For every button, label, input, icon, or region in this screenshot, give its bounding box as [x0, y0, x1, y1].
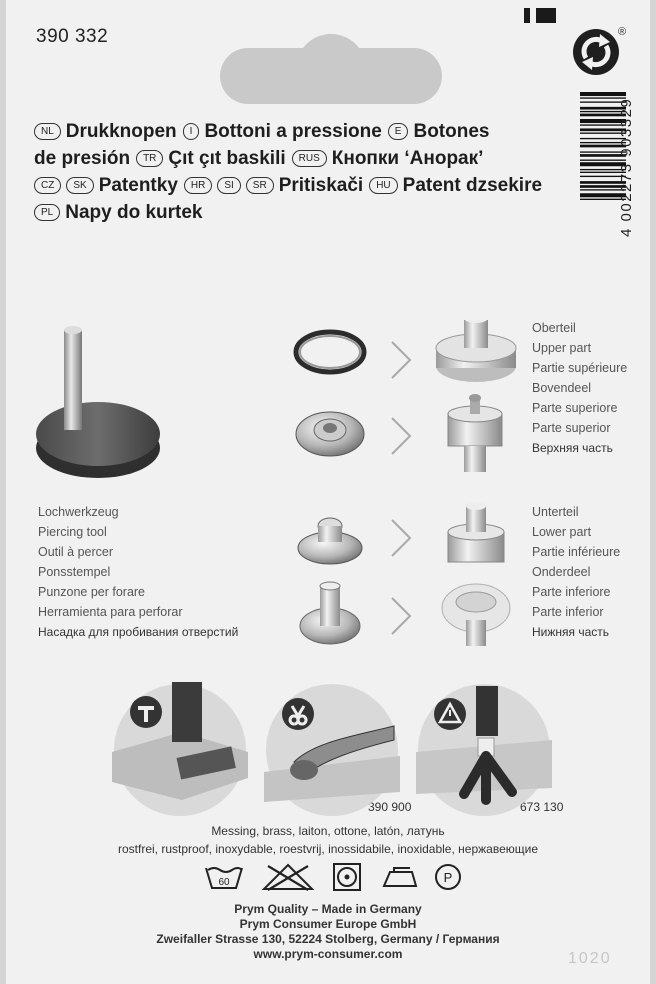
part-label: Lochwerkzeug — [38, 505, 119, 519]
tumble-dry-icon — [332, 862, 362, 892]
card-edge-right — [650, 0, 656, 984]
language-code: CZ — [34, 177, 61, 194]
part-label: Piercing tool — [38, 525, 107, 539]
tool-code-stand: 673 130 — [520, 800, 564, 814]
ghost-number: 1020 — [568, 950, 612, 967]
dryclean-letter: P — [443, 870, 453, 885]
product-name: Patentky — [98, 174, 178, 196]
hammer-usage-image — [112, 682, 248, 818]
materials: Messing, brass, laiton, ottone, latón, латунь — [211, 824, 445, 838]
product-names — [34, 118, 574, 226]
company-address: Zweifaller Strasse 130, 52224 Stolberg, Germany / Германия — [156, 932, 500, 946]
product-name: Çıt çıt baskili — [168, 147, 286, 169]
part-label: Partie inférieure — [532, 545, 621, 559]
language-code: NL — [34, 123, 61, 140]
recycle-icon — [572, 28, 620, 76]
product-name-line — [34, 199, 574, 226]
part-label: Upper part — [532, 341, 592, 355]
product-name: Кнопки ‘Анорак’ — [331, 147, 484, 169]
part-label: Lower part — [532, 525, 592, 539]
iron-icon — [380, 864, 420, 892]
language-code: SI — [217, 177, 240, 194]
part-label: Bovendeel — [532, 381, 592, 395]
hang-hole — [220, 48, 442, 104]
part-label: Punzone per forare — [38, 585, 146, 599]
stand-usage-image — [416, 682, 552, 818]
dryclean-p-icon — [434, 863, 464, 893]
language-code: HU — [369, 177, 397, 194]
part-label: Parte inferior — [532, 605, 604, 619]
product-name-line — [34, 145, 574, 172]
part-label: Нижняя часть — [532, 625, 610, 639]
packaging-card — [6, 0, 650, 984]
tool-code-pliers: 390 900 — [368, 800, 412, 814]
part-label: Unterteil — [532, 505, 579, 519]
product-name-line — [34, 118, 574, 145]
wash-60-icon — [204, 862, 244, 892]
product-name: Pritiskači — [278, 174, 364, 196]
part-label: Parte inferiore — [532, 585, 611, 599]
language-code: E — [388, 123, 409, 140]
part-label: Oberteil — [532, 321, 576, 335]
part-label: Parte superiore — [532, 401, 618, 415]
piercing-tool-labels — [38, 502, 238, 642]
language-code: SR — [246, 177, 274, 194]
part-label: Onderdeel — [532, 565, 591, 579]
barcode-digits: 4 002273 903329 — [618, 98, 635, 238]
language-code: HR — [184, 177, 212, 194]
product-name-line — [34, 172, 574, 199]
article-number: 390 332 — [36, 26, 109, 47]
care-symbols — [204, 862, 504, 892]
no-bleach-icon — [262, 862, 314, 892]
product-name: Drukknopen — [65, 120, 177, 142]
part-label: Outil à percer — [38, 545, 114, 559]
product-name: de presión — [34, 147, 131, 169]
registered-mark: ® — [618, 26, 627, 38]
product-name: Bottoni a pressione — [204, 120, 382, 142]
part-label: Parte superior — [532, 421, 611, 435]
parts-illustration — [286, 320, 586, 670]
company-line-2: Prym Consumer Europe GmbH — [239, 917, 417, 931]
part-label: Верхняя часть — [532, 441, 613, 455]
product-name: Patent dzsekire — [402, 174, 543, 196]
language-code: I — [183, 123, 200, 140]
wash-temperature: 60 — [218, 877, 230, 888]
part-label: Partie supérieure — [532, 361, 628, 375]
language-code: SK — [66, 177, 93, 194]
product-name: Napy do kurtek — [65, 201, 203, 223]
company-website[interactable]: www.prym-consumer.com — [253, 947, 403, 961]
piercing-tool-image — [30, 322, 170, 482]
pliers-usage-image — [264, 682, 400, 818]
language-code: RUS — [292, 150, 327, 167]
part-label: Herramienta para perforar — [38, 605, 183, 619]
part-label: Насадка для пробивания отверстий — [38, 625, 239, 639]
company-line-1: Prym Quality – Made in Germany — [234, 902, 422, 916]
language-code: PL — [34, 204, 60, 221]
properties: rostfrei, rustproof, inoxydable, roestvrij, inossidabile, inoxidable, нержавеющие — [117, 842, 538, 856]
language-code: TR — [136, 150, 163, 167]
product-name: Botones — [413, 120, 490, 142]
part-label: Ponsstempel — [38, 565, 111, 579]
